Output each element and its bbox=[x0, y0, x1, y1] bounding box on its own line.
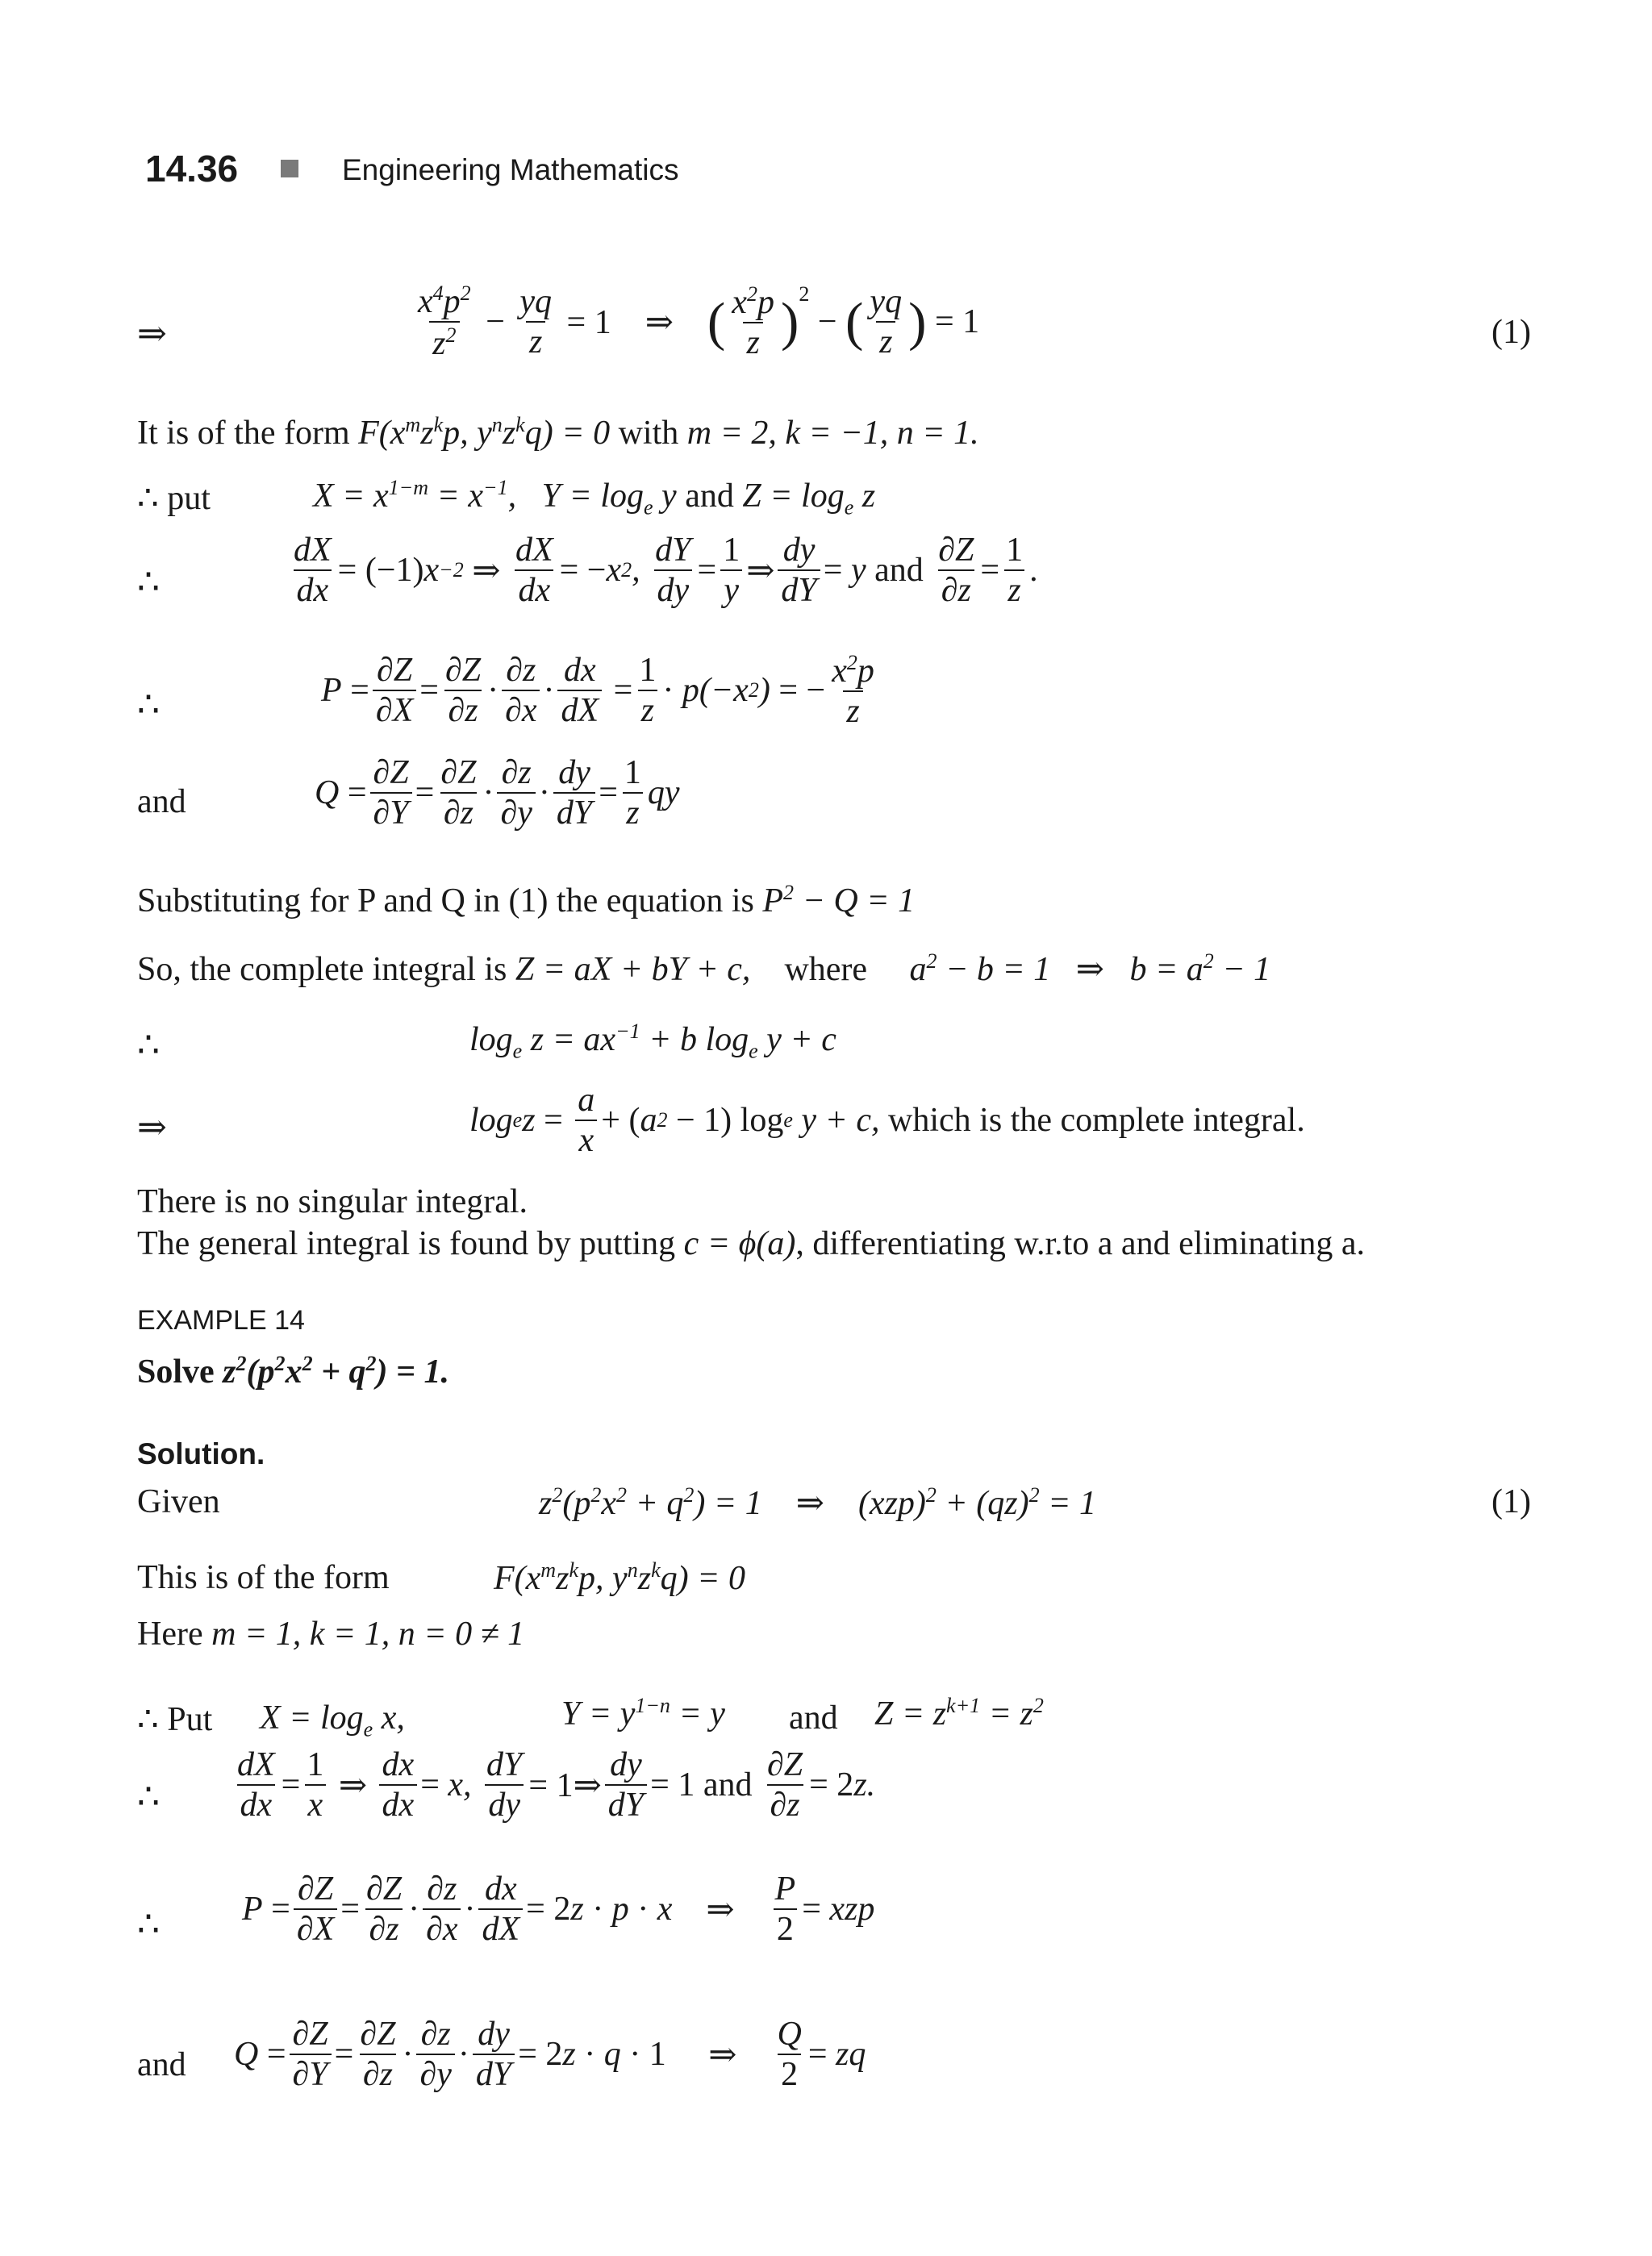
therefore-symbol: ∴ bbox=[137, 1904, 160, 1944]
put-y: $Y = y^{1-n} = y$ bbox=[561, 1694, 725, 1733]
and-label: and bbox=[137, 783, 186, 820]
therefore-symbol: ∴ bbox=[137, 1777, 160, 1816]
put-and: and bbox=[789, 1699, 838, 1737]
put-x: $X = \log_e x$, bbox=[260, 1699, 405, 1741]
put-label: ∴ put bbox=[137, 480, 211, 517]
therefore-symbol: ∴ bbox=[137, 1025, 160, 1065]
solution-label: Solution. bbox=[137, 1437, 265, 1470]
header-square-icon bbox=[281, 160, 298, 177]
book-title: Engineering Mathematics bbox=[342, 153, 679, 186]
substitution-line: $X = x^{1-m} = x^{-1}$, $Y = \log_e y$ and $Z = \log_e z$ bbox=[313, 476, 876, 519]
q-equation-2: Q = $\frac{\partial Z}{\partial Y}$ = $\frac{\partial Z}{\partial z}$ · $\frac{\partial z}{\partial y}$ · $\frac{dy}{dY}$ = 2 z · q · 1 ⇒ $\frac{Q}{2}$ = zq bbox=[234, 2016, 866, 2094]
complete-integral-line: So, the complete integral is Z = aX + bY + c, where $a^2 - b = 1$ ⇒ $b = a^2 - 1$ bbox=[137, 949, 1271, 988]
form-line: It is of the form $F(x^mz^kp$, $y^nz^kq) = 0$ with m = 2, k = −1, n = 1. bbox=[137, 413, 979, 452]
and-label-2: and bbox=[137, 2046, 186, 2083]
put-label-2: ∴ Put bbox=[137, 1701, 213, 1738]
implies-symbol: ⇒ bbox=[137, 1107, 167, 1147]
implies-symbol: ⇒ bbox=[137, 314, 167, 353]
put-z: $Z = z^{k+1} = z^2$ bbox=[874, 1694, 1044, 1733]
derivatives-line: $\frac{dX}{dx}$ = (−1) x −2 ⇒ $\frac{dX}{dx}$ = − x 2 , $\frac{dY}{dy}$ = $\frac{1}{y}$ ⇒ $\frac{dy}{dY}$ = y and $\frac{\partial Z}{\partial z}$ = $\frac{1}{z}$ . bbox=[294, 532, 1038, 610]
therefore-symbol: ∴ bbox=[137, 562, 160, 602]
derivatives-line-2: $\frac{dX}{dx}$ = $\frac{1}{x}$ ⇒ $\frac{dx}{dx}$ = x, $\frac{dY}{dy}$ = 1⇒ $\frac{dy}{dY}$ = 1 and $\frac{\partial Z}{\partial z}$ = 2 z. bbox=[237, 1746, 876, 1824]
example-label: EXAMPLE 14 bbox=[137, 1305, 305, 1336]
here-line: Here m = 1, k = 1, n = 0 ≠ 1 bbox=[137, 1616, 525, 1653]
example-problem: Solve $z^2(p^2x^2 + q^2) = 1$. bbox=[137, 1352, 449, 1391]
p-equation: P = $\frac{\partial Z}{\partial X}$ = $\frac{\partial Z}{\partial z}$ · $\frac{\partial z}{\partial x}$ · $\frac{dx}{dX}$ = $\frac{1}{z}$ · p(−x 2 ) = − $\frac{x^2p}{z}$ bbox=[321, 651, 874, 731]
substituting-line: Substituting for P and Q in (1) the equation is $P^2 - Q = 1$ bbox=[137, 881, 916, 919]
no-singular-text: There is no singular integral. bbox=[137, 1183, 528, 1220]
log-equation-1: $\log_e z = ax^{-1} + b$ $\log_e y + c$ bbox=[469, 1020, 836, 1063]
equation-number-1: (1) bbox=[1491, 314, 1531, 351]
given-equation: $z^2(p^2x^2 + q^2) = 1$ ⇒ (xzp)$^2$ + (qz)$^2$ = 1 bbox=[539, 1483, 1096, 1522]
log-equation-2: log e z = $\frac{a}{x}$ + ( a 2 − 1) log e y + c, which is the complete integral. bbox=[469, 1082, 1305, 1160]
equation-number-1b: (1) bbox=[1491, 1483, 1531, 1520]
q-equation: Q = $\frac{\partial Z}{\partial Y}$ = $\frac{\partial Z}{\partial z}$ · $\frac{\partial z}{\partial y}$ · $\frac{dy}{dY}$ = $\frac{1}{z}$ qy bbox=[315, 754, 680, 832]
form-expression-2: $F(x^mz^kp$, $y^nz^kq) = 0$ bbox=[494, 1558, 745, 1597]
general-integral-text: The general integral is found by putting c = ϕ(a), differentiating w.r.to a and eliminating a. bbox=[137, 1225, 1366, 1262]
p-equation-2: P = $\frac{\partial Z}{\partial X}$ = $\frac{\partial Z}{\partial z}$ · $\frac{\partial z}{\partial x}$ · $\frac{dx}{dX}$ = 2 z · p · x ⇒ $\frac{P}{2}$ = xzp bbox=[242, 1870, 875, 1949]
therefore-symbol: ∴ bbox=[137, 685, 160, 724]
equation-1: $\frac{x^4p^2}{z^2}$ − $\frac{yq}{z}$ = 1 ⇒ ( $\frac{x^2p}{z}$ ) $^2$ − ( $\frac{yq}{z}$ ) = 1 bbox=[418, 281, 980, 363]
form-label-2: This is of the form bbox=[137, 1559, 390, 1596]
given-label: Given bbox=[137, 1483, 220, 1520]
page-number: 14.36 bbox=[145, 148, 239, 190]
